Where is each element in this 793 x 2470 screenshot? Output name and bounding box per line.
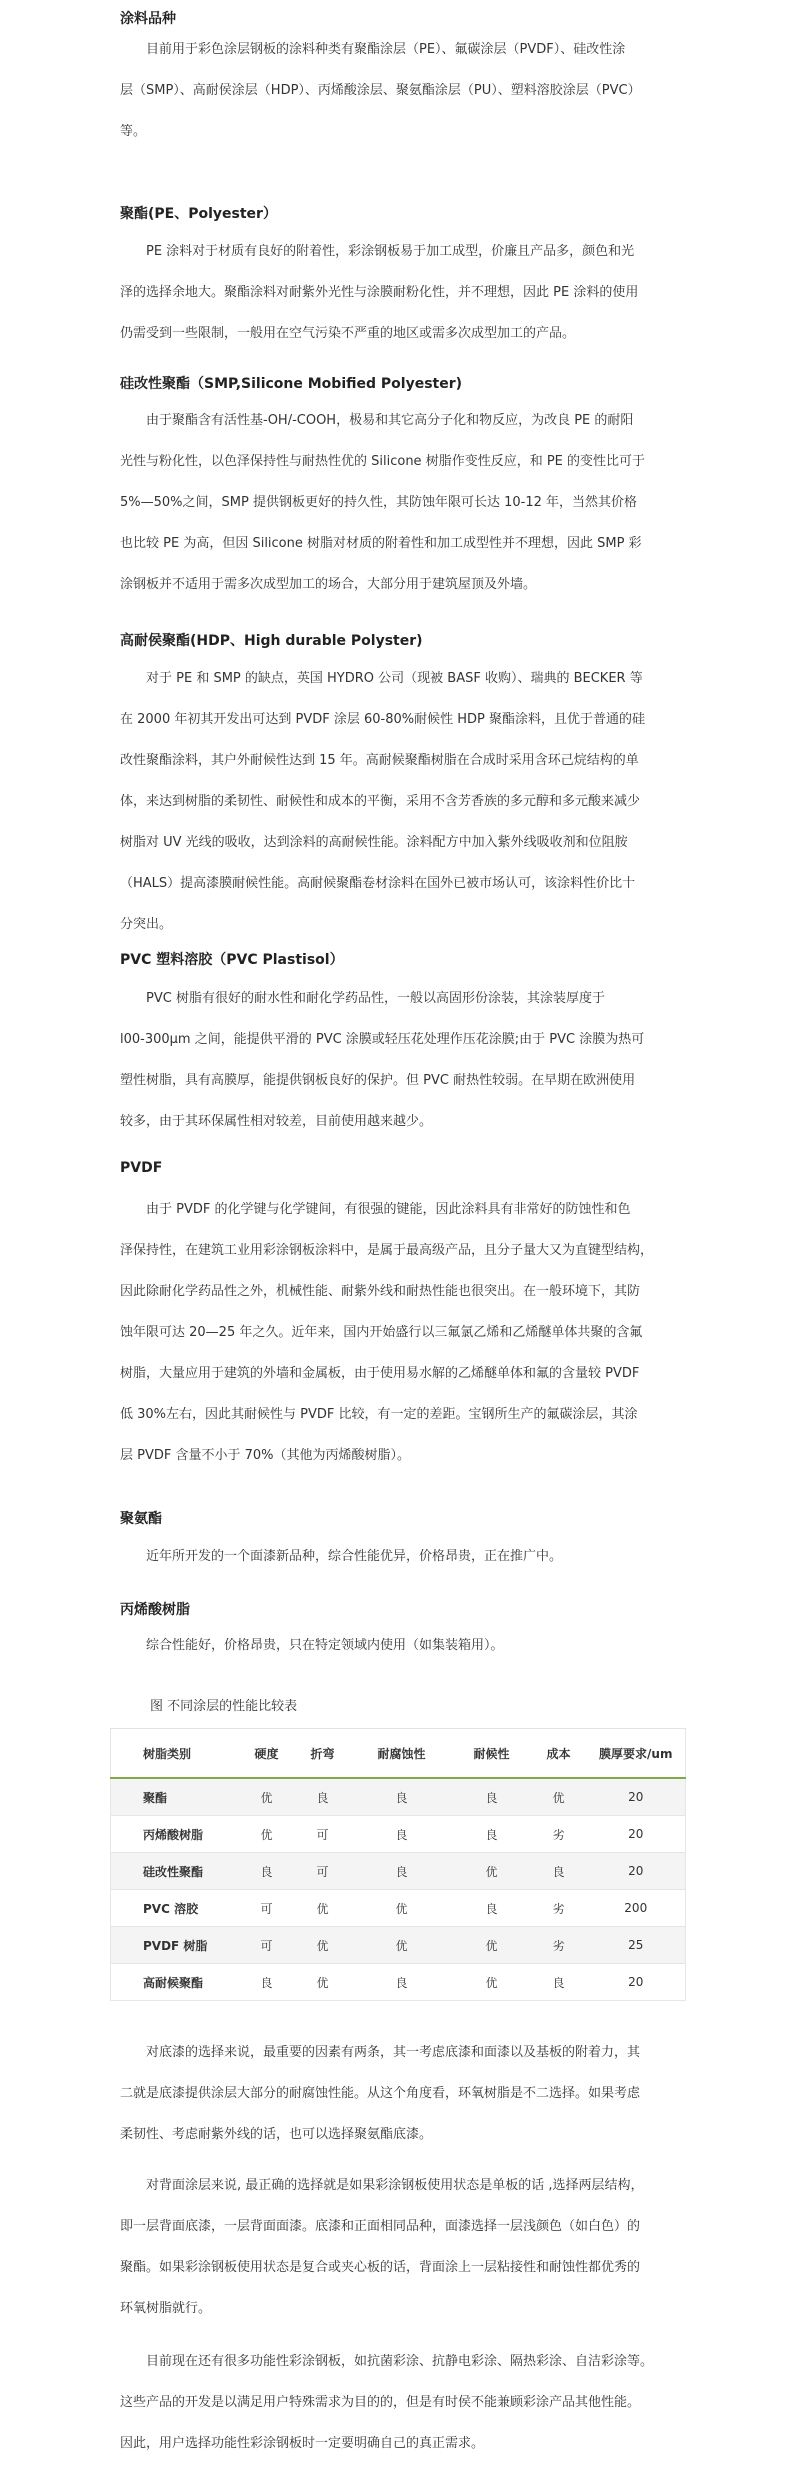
table-cell: 优 xyxy=(295,1927,351,1964)
table-cell: 优 xyxy=(453,1853,531,1890)
text-line: l00-300μm 之间，能提供平滑的 PVC 涂膜或轻压花处理作压花涂膜;由于 PVC 涂膜为热可 xyxy=(120,1032,645,1047)
table-row xyxy=(111,1890,686,1927)
table-cell: 良 xyxy=(351,1778,453,1816)
table-row xyxy=(111,1778,686,1816)
text-line: 等。 xyxy=(120,124,147,139)
table-cell: 优 xyxy=(531,1778,587,1816)
text-line: PE 涂料对于材质有良好的附着性，彩涂钢板易于加工成型，价廉且产品多，颜色和光 xyxy=(120,244,635,259)
paragraph-pu xyxy=(120,1536,695,1577)
paragraph-back-coating xyxy=(120,2165,695,2329)
text-line: 分突出。 xyxy=(120,917,173,932)
text-line: 泽的选择余地大。聚酯涂料对耐紫外光性与涂膜耐粉化性，并不理想，因此 PE 涂料的使用 xyxy=(120,285,639,300)
table-row xyxy=(111,1816,686,1853)
text-line: 由于聚酯含有活性基-OH/-COOH，极易和其它高分子化和物反应，为改良 PE 的耐阳 xyxy=(120,413,634,428)
heading-pe: 聚酯(PE、Polyester） xyxy=(120,206,277,222)
heading-pu: 聚氨酯 xyxy=(120,1511,162,1527)
text-line: 由于 PVDF 的化学键与化学键间，有很强的键能，因此涂料具有非常好的防蚀性和色 xyxy=(120,1202,631,1217)
heading-coating-types: 涂料品种 xyxy=(120,11,176,27)
text-line: 树脂，大量应用于建筑的外墙和金属板，由于使用易水解的乙烯醚单体和氟的含量较 PVDF xyxy=(120,1366,640,1381)
table-cell: 良 xyxy=(351,1964,453,2001)
paragraph-hdp xyxy=(120,658,695,945)
text-line: 蚀年限可达 20—25 年之久。近年来，国内开始盛行以三氟氯乙烯和乙烯醚单体共聚的含氟 xyxy=(120,1325,643,1340)
text-line: 即一层背面底漆，一层背面面漆。底漆和正面相同品种，面漆选择一层浅颜色（如白色）的 xyxy=(120,2219,641,2234)
table-cell: 优 xyxy=(453,1964,531,2001)
table-cell: 可 xyxy=(239,1890,295,1927)
text-line: （HALS）提高漆膜耐候性能。高耐候聚酯卷材涂料在国外已被市场认可，该涂料性价比十 xyxy=(120,876,636,891)
table-cell: 良 xyxy=(453,1816,531,1853)
table-cell: 25 xyxy=(587,1927,686,1964)
table-cell: 良 xyxy=(531,1853,587,1890)
table-cell: 20 xyxy=(587,1816,686,1853)
text-line: PVC 树脂有很好的耐水性和耐化学药品性，一般以高固形份涂装，其涂装厚度于 xyxy=(120,991,605,1006)
heading-pvdf: PVDF xyxy=(120,1160,163,1176)
table-row xyxy=(111,1853,686,1890)
text-line: 较多，由于其环保属性相对较差，目前使用越来越少。 xyxy=(120,1114,433,1129)
table-cell: 良 xyxy=(239,1964,295,2001)
text-line: 泽保持性，在建筑工业用彩涂钢板涂料中，是属于最高级产品，且分子量大又为直键型结构， xyxy=(120,1243,654,1258)
heading-smp: 硅改性聚酯（SMP,Silicone Mobified Polyester) xyxy=(120,376,463,392)
table-cell: 优 xyxy=(351,1927,453,1964)
text-line: 也比较 PE 为高，但因 Silicone 树脂对材质的附着性和加工成型性并不理想，因此 SMP 彩 xyxy=(120,536,642,551)
table-cell: 良 xyxy=(351,1816,453,1853)
paragraph-pvdf xyxy=(120,1189,695,1476)
text-line: 目前用于彩色涂层钢板的涂料种类有聚酯涂层（PE）、氟碳涂层（PVDF）、硅改性涂 xyxy=(120,42,626,57)
table-cell: 20 xyxy=(587,1853,686,1890)
table-cell: 劣 xyxy=(531,1927,587,1964)
table-cell: 优 xyxy=(295,1964,351,2001)
text-line: 因此，用户选择功能性彩涂钢板时一定要明确自己的真正需求。 xyxy=(120,2436,485,2451)
paragraph-smp xyxy=(120,400,695,605)
paragraph-pe xyxy=(120,231,695,354)
text-line: 在 2000 年初其开发出可达到 PVDF 涂层 60-80%耐候性 HDP 聚酯涂料，且优于普通的硅 xyxy=(120,712,645,727)
heading-acrylic: 丙烯酸树脂 xyxy=(120,1602,190,1618)
paragraph-primer xyxy=(120,2032,695,2155)
text-line: 树脂对 UV 光线的吸收，达到涂料的高耐候性能。涂料配方中加入紫外线吸收剂和位阻胺 xyxy=(120,835,628,850)
text-line: 聚酯。如果彩涂钢板使用状态是复合或夹心板的话，背面涂上一层粘接性和耐蚀性都优秀的 xyxy=(120,2260,641,2275)
table-cell-resin: 丙烯酸树脂 xyxy=(111,1816,239,1853)
table-cell: 20 xyxy=(587,1964,686,2001)
table-cell: 优 xyxy=(453,1927,531,1964)
table-cell: 可 xyxy=(239,1927,295,1964)
table-cell: 优 xyxy=(351,1890,453,1927)
table-header-row xyxy=(111,1729,686,1779)
table-cell: 良 xyxy=(453,1890,531,1927)
text-line: 这些产品的开发是以满足用户特殊需求为目的的，但是有时侯不能兼顾彩涂产品其他性能。 xyxy=(120,2395,641,2410)
text-line: 环氧树脂就行。 xyxy=(120,2301,212,2316)
table-cell: 可 xyxy=(295,1853,351,1890)
text-line: 对背面涂层来说, 最正确的选择就是如果彩涂钢板使用状态是单板的话 ,选择两层结构， xyxy=(120,2178,644,2193)
paragraph-functional xyxy=(120,2341,695,2464)
table-row xyxy=(111,1927,686,1964)
paragraph-pvc xyxy=(120,978,695,1142)
text-line: 因此除耐化学药品性之外，机械性能、耐紫外线和耐热性能也很突出。在一般环境下，其防 xyxy=(120,1284,641,1299)
heading-pvc: PVC 塑料溶胶（PVC Plastisol） xyxy=(120,952,344,968)
table-cell: 优 xyxy=(239,1816,295,1853)
paragraph-coating-types xyxy=(120,29,695,152)
text-line: 光性与粉化性，以色泽保持性与耐热性优的 Silicone 树脂作变性反应，和 PE 的变性比可于 xyxy=(120,454,646,469)
heading-hdp: 高耐侯聚酯(HDP、High durable Polyster) xyxy=(120,633,423,649)
text-line: 综合性能好，价格昂贵，只在特定领域内使用（如集装箱用）。 xyxy=(120,1638,504,1653)
text-line: 对底漆的选择来说，最重要的因素有两条，其一考虑底漆和面漆以及基板的附着力，其 xyxy=(120,2045,641,2060)
table-row xyxy=(111,1964,686,2001)
table-cell: 200 xyxy=(587,1890,686,1927)
text-line: 塑性树脂，具有高膜厚，能提供钢板良好的保护。但 PVC 耐热性较弱。在早期在欧洲使用 xyxy=(120,1073,636,1088)
column-header: 耐候性 xyxy=(453,1729,531,1779)
table-cell: 劣 xyxy=(531,1816,587,1853)
column-header: 膜厚要求/um xyxy=(587,1729,686,1779)
table-caption: 图 不同涂层的性能比较表 xyxy=(150,1699,298,1714)
table-cell: 劣 xyxy=(531,1890,587,1927)
table-cell-resin: 聚酯 xyxy=(111,1778,239,1816)
text-line: 体，来达到树脂的柔韧性、耐候性和成本的平衡，采用不含芳香族的多元醇和多元酸来减少 xyxy=(120,794,641,809)
text-line: 低 30%左右，因此其耐候性与 PVDF 比较，有一定的差距。宝钢所生产的氟碳涂层，其涂 xyxy=(120,1407,638,1422)
text-line: 5%—50%之间，SMP 提供钢板更好的持久性，其防蚀年限可长达 10-12 年，当然其价格 xyxy=(120,495,637,510)
text-line: 涂钢板并不适用于需多次成型加工的场合，大部分用于建筑屋顶及外墙。 xyxy=(120,577,537,592)
text-line: 目前现在还有很多功能性彩涂钢板，如抗菌彩涂、抗静电彩涂、隔热彩涂、自洁彩涂等。 xyxy=(120,2354,654,2369)
table-cell: 优 xyxy=(295,1890,351,1927)
text-line: 层 PVDF 含量不小于 70%（其他为丙烯酸树脂）。 xyxy=(120,1448,411,1463)
table-cell: 良 xyxy=(239,1853,295,1890)
column-header: 树脂类别 xyxy=(111,1729,239,1779)
table-cell-resin: 硅改性聚酯 xyxy=(111,1853,239,1890)
performance-comparison-table xyxy=(110,1728,686,2001)
text-line: 层（SMP）、高耐侯涂层（HDP）、丙烯酸涂层、聚氨酯涂层（PU）、塑料溶胶涂层（PVC） xyxy=(120,83,641,98)
column-header: 成本 xyxy=(531,1729,587,1779)
text-line: 柔韧性、考虑耐紫外线的话，也可以选择聚氨酯底漆。 xyxy=(120,2127,433,2142)
table-cell: 20 xyxy=(587,1778,686,1816)
text-line: 对于 PE 和 SMP 的缺点，英国 HYDRO 公司（现被 BASF 收购）、瑞典的 BECKER 等 xyxy=(120,671,643,686)
text-line: 仍需受到一些限制，一般用在空气污染不严重的地区或需多次成型加工的产品。 xyxy=(120,326,576,341)
text-line: 近年所开发的一个面漆新品种，综合性能优异，价格昂贵，正在推广中。 xyxy=(120,1549,563,1564)
column-header: 耐腐蚀性 xyxy=(351,1729,453,1779)
column-header: 硬度 xyxy=(239,1729,295,1779)
text-line: 改性聚酯涂料，其户外耐候性达到 15 年。高耐候聚酯树脂在合成时采用含环己烷结构的单 xyxy=(120,753,639,768)
table-cell-resin: 高耐候聚酯 xyxy=(111,1964,239,2001)
table-cell: 可 xyxy=(295,1816,351,1853)
table-cell: 良 xyxy=(453,1778,531,1816)
table-cell-resin: PVC 溶胶 xyxy=(111,1890,239,1927)
column-header: 折弯 xyxy=(295,1729,351,1779)
table-cell: 良 xyxy=(531,1964,587,2001)
table-cell-resin: PVDF 树脂 xyxy=(111,1927,239,1964)
table-cell: 良 xyxy=(351,1853,453,1890)
table-cell: 优 xyxy=(239,1778,295,1816)
text-line: 二就是底漆提供涂层大部分的耐腐蚀性能。从这个角度看，环氧树脂是不二选择。如果考虑 xyxy=(120,2086,641,2101)
paragraph-acrylic xyxy=(120,1625,695,1666)
table-cell: 良 xyxy=(295,1778,351,1816)
